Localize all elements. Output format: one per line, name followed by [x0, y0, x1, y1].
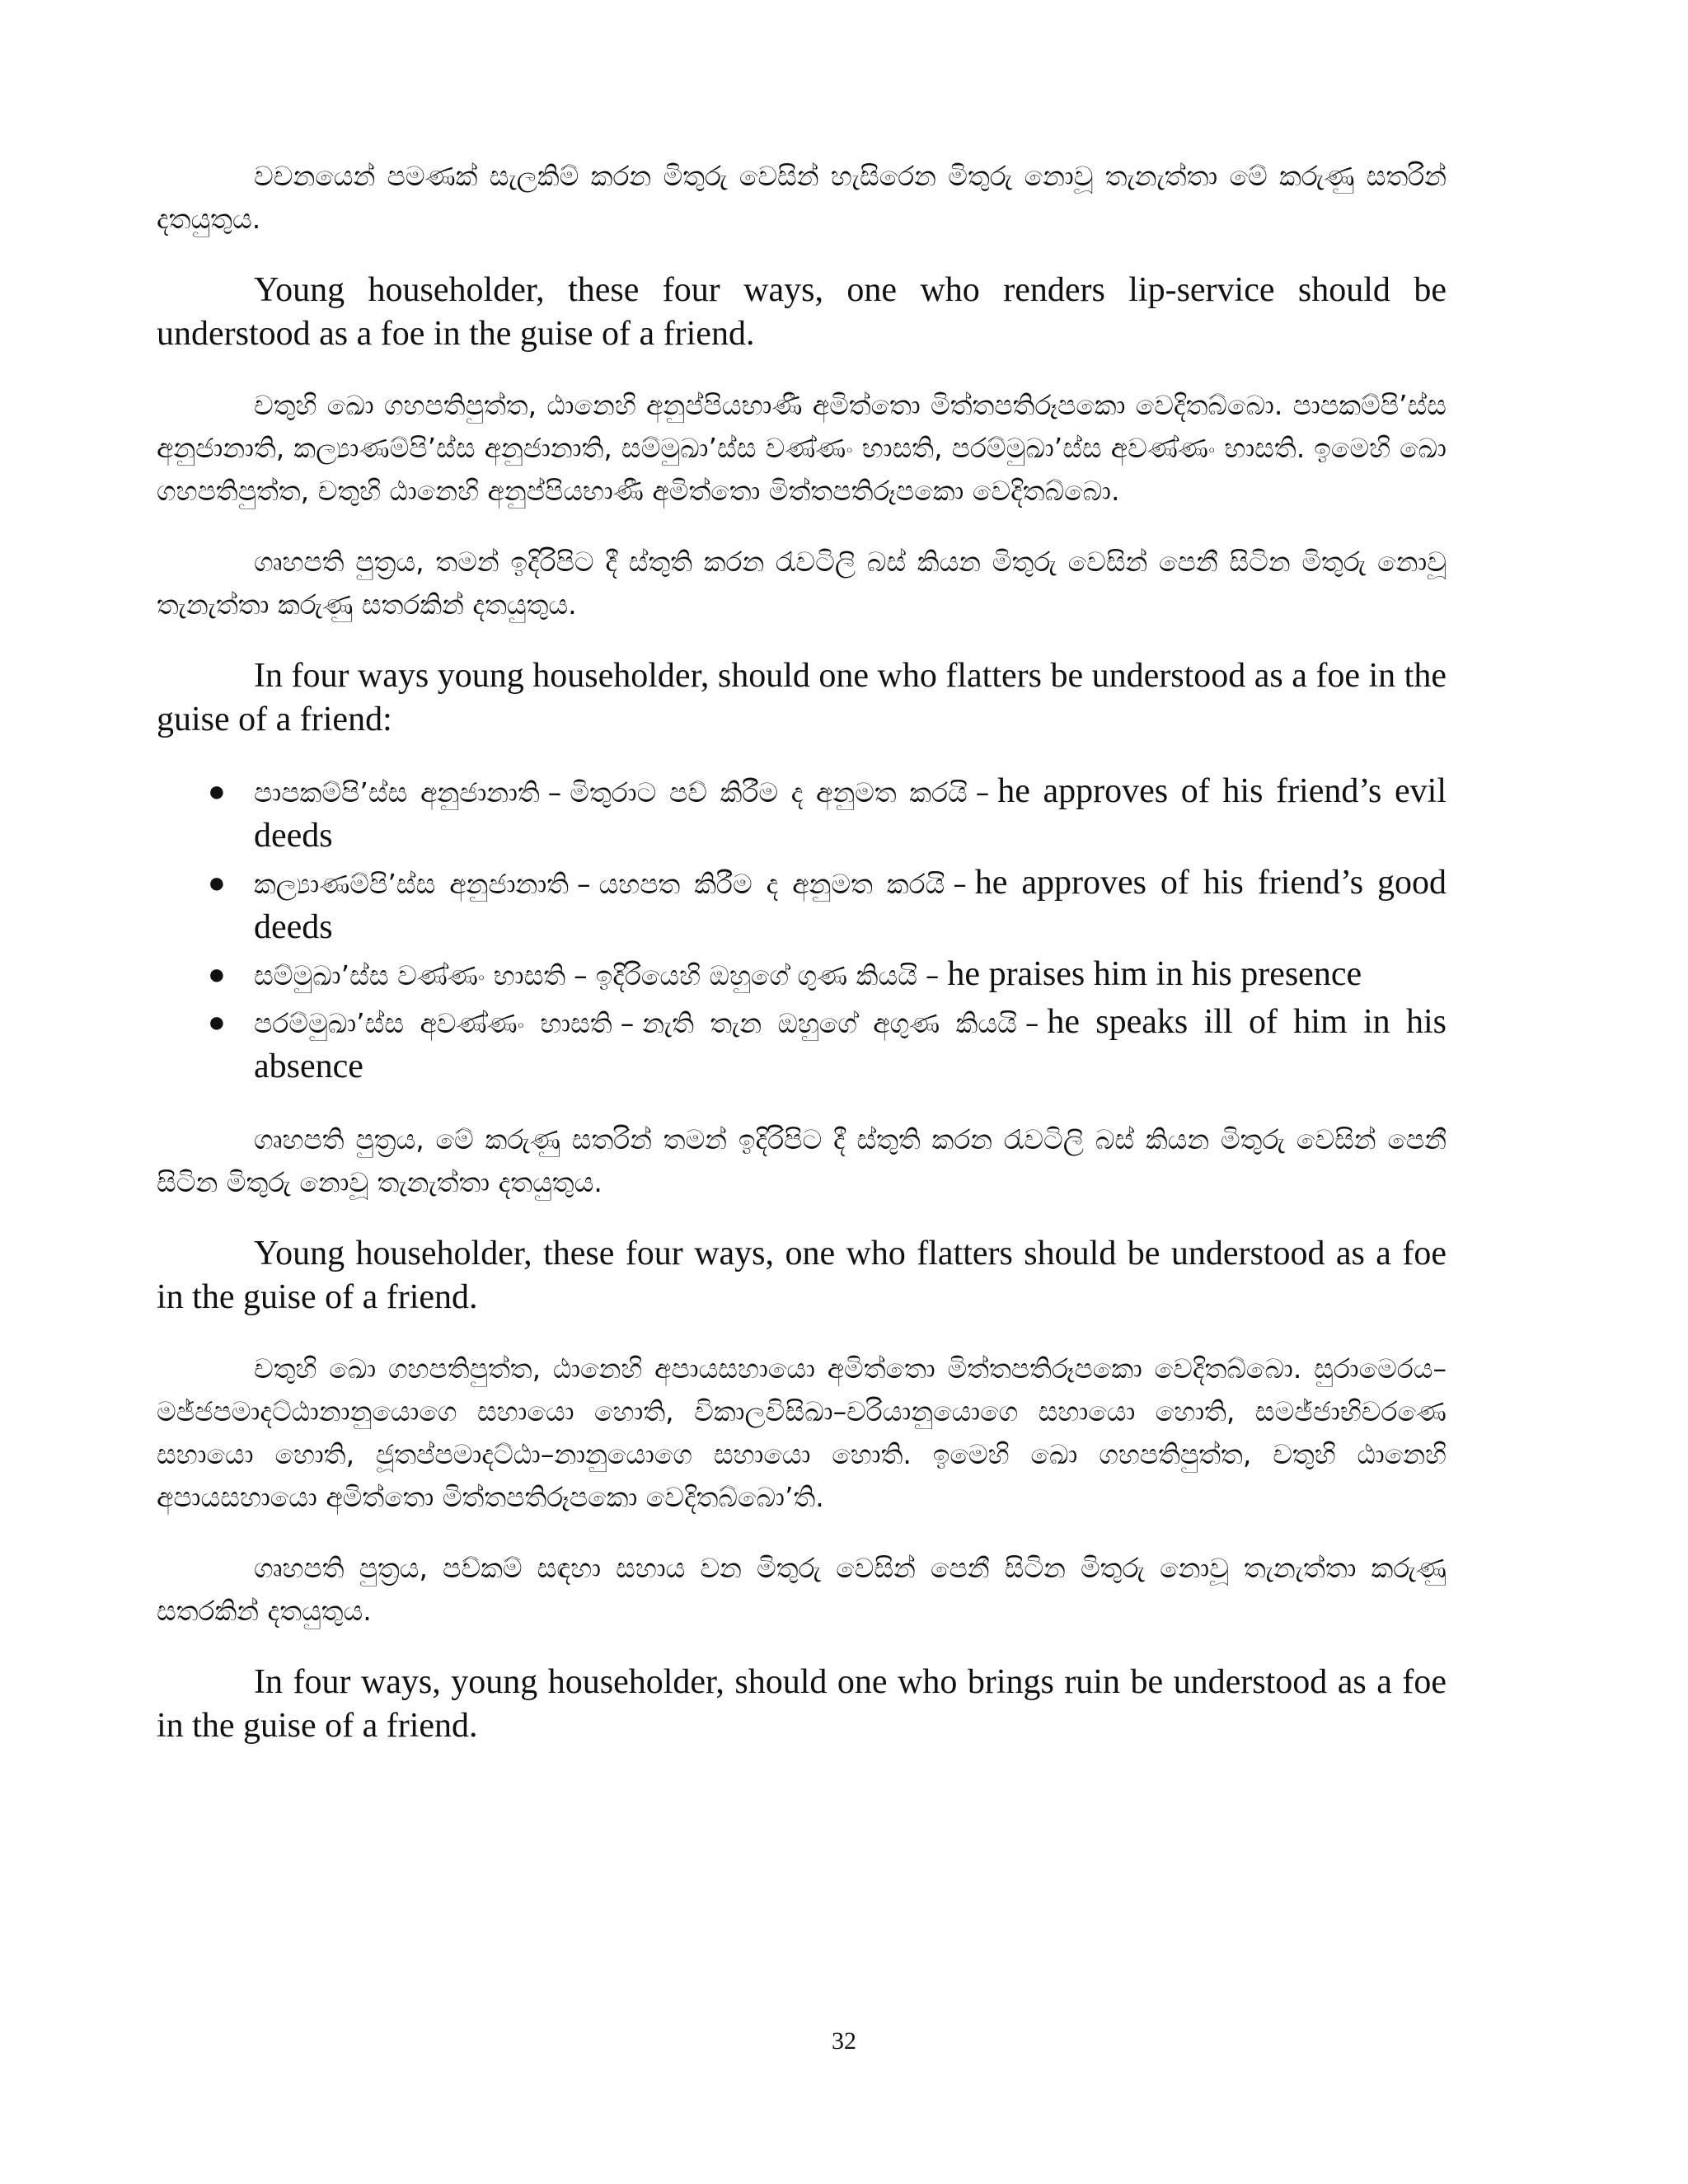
page-number: 32: [832, 2027, 856, 2055]
bullet-sinhala: මිතුරාට පව් කිරීම ද අනුමත කරයි: [570, 776, 968, 808]
bullet-dash: –: [577, 868, 591, 900]
list-item: [208, 953, 1447, 997]
paragraph-pali-ruin: චතුහි ඛො ගහපතිපුත්ත, ඨානෙහි අපායසහායො අමිත්තො මිත්තපතිරූපකො වෙදිතබ්බො. සුරාමෙරය–මජ්ජපමාදට්ඨානානුයොගෙ සහායො හොති, විකාලවිසිඛා–චරියානුයොගෙ සහායො හොති, සමජ්ජාභිචරණෙ සහායො හොති, ජූතප්පමාදට්ඨා–නානුයොගෙ සහායො හොති. ඉමෙහි ඛො ගහපතිපුත්ත, චතුහි ඨානෙහි අපායසහායො අමිත්තො මිත්තපතිරූපකො වෙදිතබ්බො’ති.: [157, 1352, 1447, 1513]
paragraph-sinhala-ruin: ගෘහපති පුත්‍රය, පව්කම් සඳහා සහාය වන මිතුරු වෙසින් පෙනී සිටින මිතුරු නොවූ තැනැත්තා කරුණු සතරකින් දතයුතුය.: [157, 1552, 1447, 1627]
page-body: [157, 155, 1447, 1776]
paragraph-english-lip-service: Young householder, these four ways, one who renders lip-service should be understood as a foe in the guise of a friend.: [157, 271, 1447, 353]
list-item: [208, 861, 1447, 949]
bullet-english: he approves of his friend’s evil deeds: [254, 772, 1447, 855]
bullet-pali: කල්‍යාණම්පි’ස්ස අනුජානාති: [254, 868, 569, 900]
paragraph-english-ruin: In four ways, young householder, should one who brings ruin be understood as a foe in the guise of a friend.: [157, 1663, 1447, 1745]
bullet-icon: ●: [208, 775, 226, 808]
flatterer-bullet-list: [157, 770, 1447, 1089]
bullet-sinhala: නැති තැන ඔහුගේ අගුණ කියයි: [642, 1007, 1017, 1039]
bullet-dash: –: [975, 776, 990, 808]
bullet-sinhala: ඉදිරියෙහි ඔහුගේ ගුණ කියයි: [595, 959, 917, 991]
bullet-dash: –: [953, 868, 967, 900]
paragraph-english-flatterer-intro: In four ways young householder, should one who flatters be understood as a foe in the guise of a friend:: [157, 657, 1447, 738]
bullet-dash: –: [574, 959, 588, 991]
bullet-dash: –: [1025, 1007, 1039, 1039]
paragraph-sinhala-flatterer: ගෘහපති පුත්‍රය, තමන් ඉදිරිපිට දී ස්තුති කරන රැවටිලි බස් කියන මිතුරු වෙසින් පෙනී සිටින මිතුරු නොවූ තැනැත්තා කරුණු සතරකින් දතයුතුය.: [157, 546, 1447, 621]
paragraph-sinhala-flatterer-summary: ගෘහපති පුත්‍රය, මේ කරුණු සතරින් තමන් ඉදිරිපිට දී ස්තුති කරන රැවටිලි බස් කියන මිතුරු වෙසින් පෙනී සිටින මිතුරු නොවූ තැනැත්තා දතයුතුය.: [157, 1123, 1447, 1198]
bullet-pali: සම්මුඛා’ස්ස වණ්ණං භාසති: [254, 959, 566, 991]
bullet-dash: –: [925, 959, 940, 991]
paragraph-pali-flatterer: චතුහි ඛො ගහපතිපුත්ත, ඨානෙහි අනුප්පියභාණී අමිත්තො මිත්තපතිරූපකො වෙදිතබ්බො. පාපකම්පි’ස්ස අනුජානාති, කල්‍යාණම්පි’ස්ස අනුජානාති, සම්මුඛා’ස්ස වණ්ණං භාසති, පරම්මුඛා’ස්ස අවණ්ණං භාසති. ඉමෙහි ඛො ගහපතිපුත්ත, චතුහි ඨානෙහි අනුප්පියභාණී අමිත්තො මිත්තපතිරූපකො වෙදිතබ්බො.: [157, 389, 1447, 507]
bullet-pali: පරම්මුඛා’ස්ස අවණ්ණං භාසති: [254, 1007, 612, 1039]
list-item: [208, 1001, 1447, 1089]
bullet-pali: පාපකම්පි’ස්ස අනුජානාති: [254, 776, 540, 808]
bullet-english: he praises him in his presence: [947, 955, 1362, 993]
bullet-sinhala: යහපත කිරීම ද අනුමත කරයි: [598, 868, 945, 900]
bullet-dash: –: [547, 776, 562, 808]
bullet-english: he approves of his friend’s good deeds: [254, 864, 1447, 946]
list-item: [208, 770, 1447, 858]
bullet-dash: –: [620, 1007, 635, 1039]
bullet-english: he speaks ill of him in his absence: [254, 1003, 1447, 1085]
bullet-icon: ●: [208, 866, 226, 899]
paragraph-sinhala-lip-service: වචනයෙන් පමණක් සැලකිම් කරන මිතුරු වෙසින් හැසිරෙන මිතුරු නොවූ තැනැත්තා මේ කරුණු සතරින් දතයුතුය.: [157, 160, 1447, 235]
bullet-icon: ●: [208, 958, 226, 991]
bullet-icon: ●: [208, 1005, 226, 1038]
paragraph-english-flatterer-summary: Young householder, these four ways, one who flatters should be understood as a foe in the guise of a friend.: [157, 1235, 1447, 1316]
